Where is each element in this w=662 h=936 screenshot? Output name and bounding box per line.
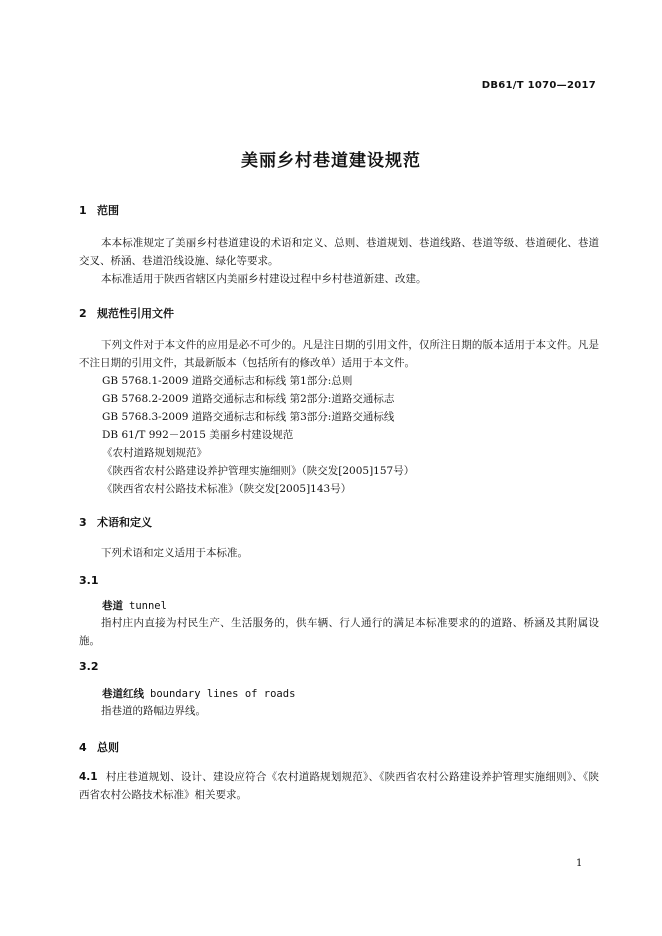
reference-item: GB 5768.2-2009 道路交通标志和标线 第2部分:道路交通标志 bbox=[102, 393, 395, 405]
reference-item: 《陕西省农村公路技术标准》（陕交发[2005]143号） bbox=[102, 483, 352, 495]
section-title: 总则 bbox=[97, 741, 119, 754]
section-title: 规范性引用文件 bbox=[97, 307, 174, 320]
scope-paragraph-1: 本本标准规定了美丽乡村巷道建设的术语和定义、总则、巷道规划、巷道线路、巷道等级、巷道硬化、巷道交叉、桥涵、巷道沿线设施、绿化等要求。 bbox=[79, 237, 599, 267]
term-3-2 bbox=[102, 686, 295, 701]
term-3-1 bbox=[102, 598, 167, 613]
term-zh: 巷道 bbox=[102, 600, 123, 612]
clause-3-1-number: 3.1 bbox=[79, 574, 99, 587]
section-number: 4 bbox=[79, 741, 87, 754]
reference-item: GB 5768.1-2009 道路交通标志和标线 第1部分:总则 bbox=[102, 375, 353, 387]
term-3-2-definition: 指巷道的路幅边界线。 bbox=[101, 705, 206, 717]
clause-text: 村庄巷道规划、设计、建设应符合《农村道路规划规范》、《陕西省农村公路建设养护管理实施细则》、《陕西省农村公路技术标准》相关要求。 bbox=[79, 771, 599, 801]
section-title: 范围 bbox=[97, 204, 119, 217]
term-en: boundary lines of roads bbox=[150, 688, 296, 700]
clause-number: 4.1 bbox=[79, 771, 98, 783]
reference-item: 《农村道路规划规范》 bbox=[102, 447, 207, 459]
references-intro: 下列文件对于本文件的应用是必不可少的。凡是注日期的引用文件，仅所注日期的版本适用于本文件。凡是不注日期的引用文件，其最新版本（包括所有的修改单）适用于本文件。 bbox=[79, 339, 599, 369]
term-zh: 巷道红线 bbox=[102, 688, 144, 700]
section-number: 1 bbox=[79, 204, 87, 217]
reference-item: GB 5768.3-2009 道路交通标志和标线 第3部分:道路交通标线 bbox=[102, 411, 395, 423]
section-4-heading bbox=[79, 739, 119, 755]
scope-paragraph-2: 本标准适用于陕西省辖区内美丽乡村建设过程中乡村巷道新建、改建。 bbox=[101, 273, 427, 285]
reference-item: DB 61/T 992－2015 美丽乡村建设规范 bbox=[102, 429, 294, 441]
term-en: tunnel bbox=[129, 600, 167, 612]
page-number: 1 bbox=[576, 858, 583, 869]
terms-intro: 下列术语和定义适用于本标准。 bbox=[101, 547, 248, 559]
standard-number: DB61/T 1070—2017 bbox=[481, 80, 596, 91]
section-title: 术语和定义 bbox=[97, 516, 152, 529]
section-3-heading bbox=[79, 514, 152, 530]
term-3-1-definition: 指村庄内直接为村民生产、生活服务的，供车辆、行人通行的满足本标准要求的的道路、桥涵及其附属设施。 bbox=[79, 617, 599, 647]
section-number: 2 bbox=[79, 307, 87, 320]
section-number: 3 bbox=[79, 516, 87, 529]
clause-4-1 bbox=[79, 768, 599, 804]
section-1-heading bbox=[79, 202, 119, 218]
document-title: 美丽乡村巷道建设规范 bbox=[241, 151, 421, 171]
reference-item: 《陕西省农村公路建设养护管理实施细则》（陕交发[2005]157号） bbox=[102, 465, 415, 477]
section-2-heading bbox=[79, 305, 174, 321]
clause-3-2-number: 3.2 bbox=[79, 660, 99, 673]
